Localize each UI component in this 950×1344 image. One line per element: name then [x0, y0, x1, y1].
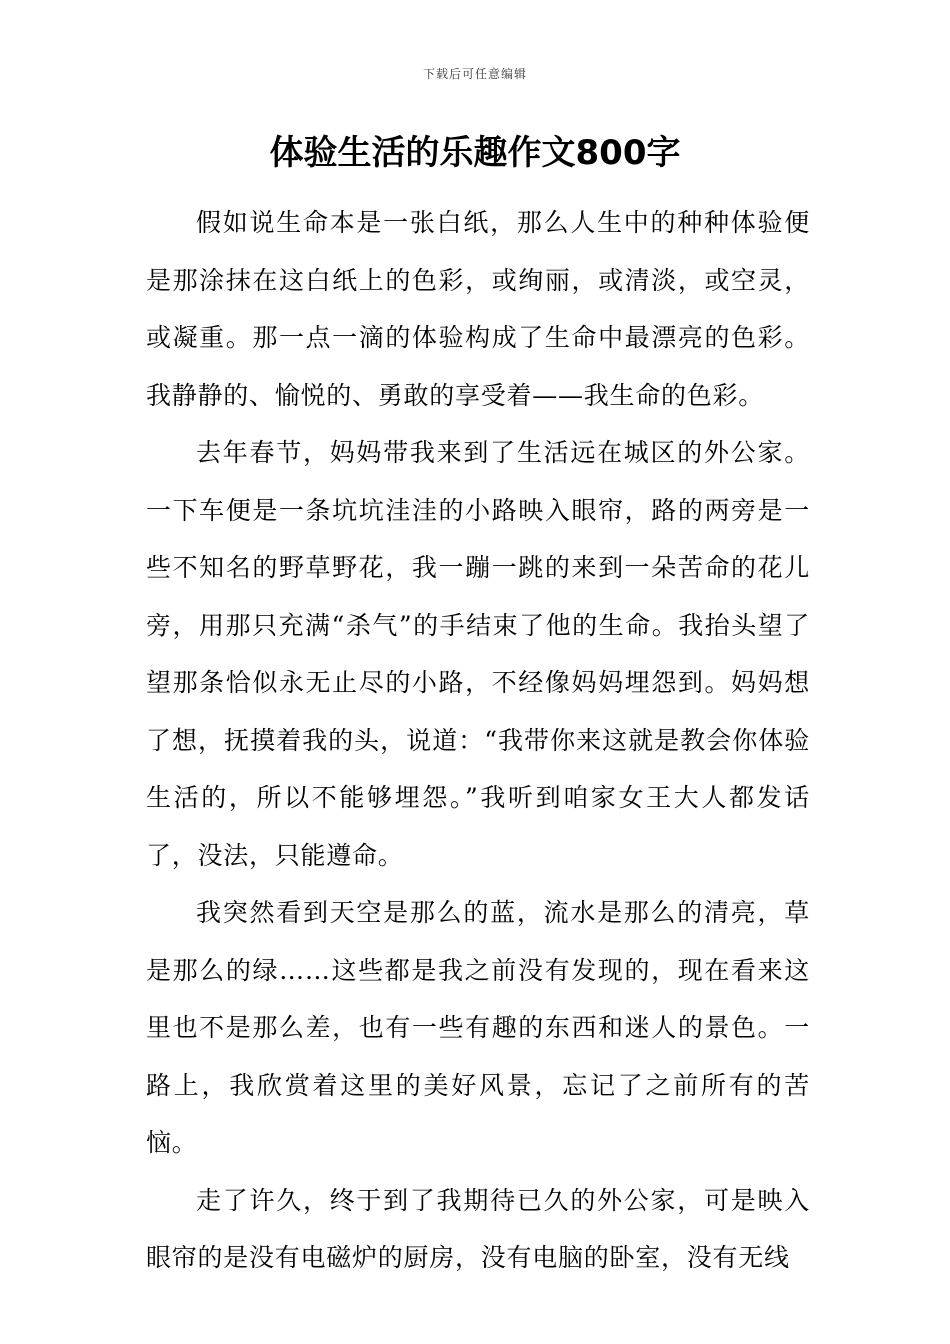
header-note: 下载后可任意编辑 [422, 67, 527, 81]
paragraph-3: 我突然看到天空是那么的蓝，流水是那么的清亮，草是那么的绿……这些都是我之前没有发现的，现在看来这里也不是那么差，也有一些有趣的东西和迷人的景色。一路上，我欣赏着这里的美好风景，忘记了之前所有的苦恼。 [146, 898, 810, 1157]
paragraph-1: 假如说生命本是一张白纸，那么人生中的种种体验便是那涂抹在这白纸上的色彩，或绚丽，或清淡，或空灵，或凝重。那一点一滴的体验构成了生命中最漂亮的色彩。我静静的、愉悦的、勇敢的享受着——我生命的色彩。 [146, 208, 810, 410]
document-title: 体验生活的乐趣作文800字 [269, 133, 681, 173]
paragraph-2: 去年春节，妈妈带我来到了生活远在城区的外公家。一下车便是一条坑坑洼洼的小路映入眼帘，路的两旁是一些不知名的野草野花，我一蹦一跳的来到一朵苦命的花儿旁，用那只充满“杀气”的手结束了他的生命。我抬头望了望那条恰似永无止尽的小路，不经像妈妈埋怨到。妈妈想了想，抚摸着我的头，说道：“我带你来这就是教会你体验生活的，所以不能够埋怨。”我听到咱家女王大人都发话了，没法，只能遵命。 [146, 438, 810, 870]
paragraph-4: 走了许久，终于到了我期待已久的外公家，可是映入眼帘的是没有电磁炉的厨房，没有电脑的卧室，没有无线 [146, 1185, 810, 1272]
document-body [146, 194, 810, 1287]
